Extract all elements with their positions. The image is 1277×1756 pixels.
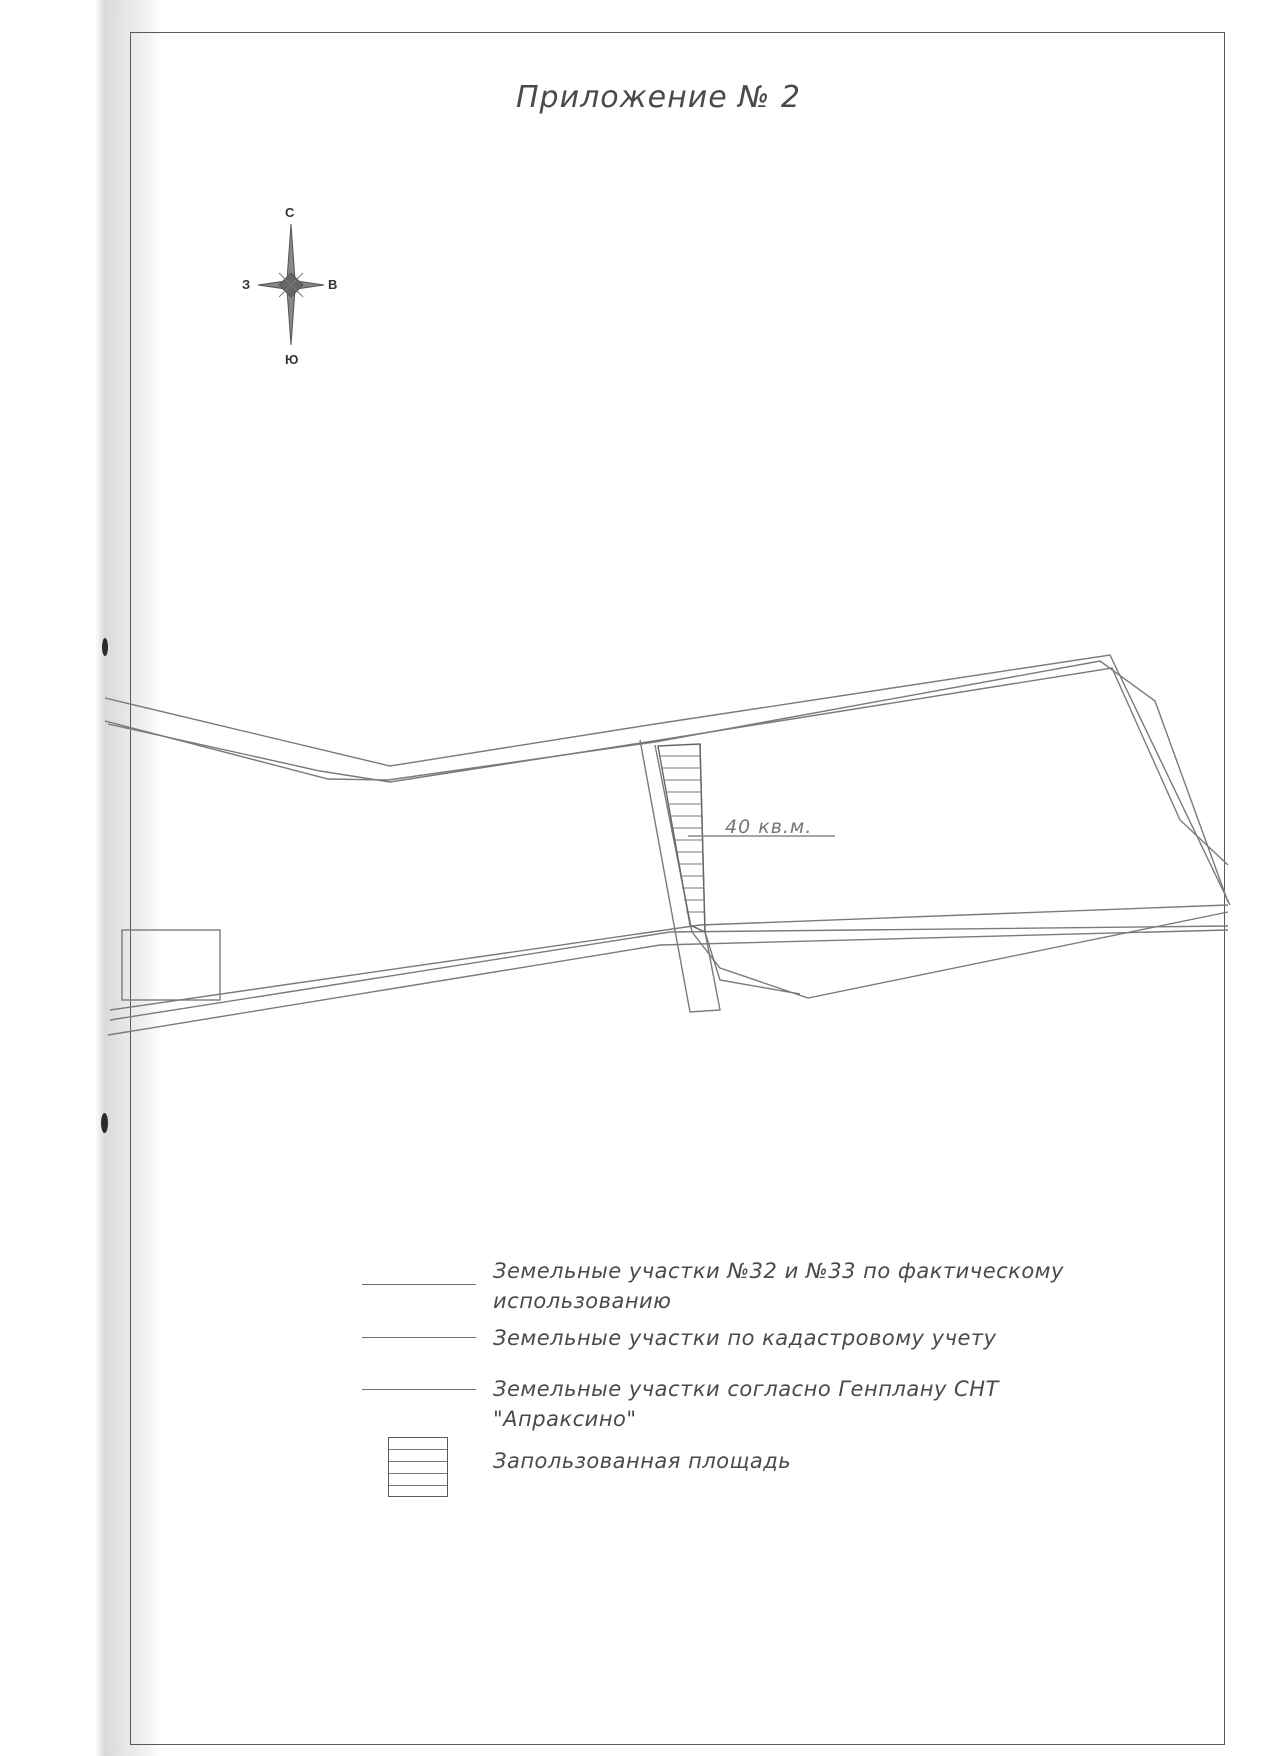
parcel-boundary-cadastral [110, 926, 1228, 1020]
building-outline [122, 930, 220, 1000]
compass-north-label: С [285, 205, 295, 220]
legend-text-line: Земельные участки №32 и №33 по фактическому [493, 1259, 1064, 1283]
legend-text-line: использованию [493, 1289, 672, 1313]
legend-text-actual-use [493, 1256, 1064, 1316]
legend-line-cadastral [362, 1337, 476, 1338]
encroached-area-label: 40 кв.м. [725, 816, 813, 838]
legend-text-cadastral [493, 1323, 997, 1353]
legend-text-line: Запользованная площадь [493, 1449, 792, 1473]
compass-needle-south [287, 290, 295, 345]
compass-needle-north [287, 224, 295, 280]
legend-text-general-plan [493, 1374, 999, 1434]
encroached-area [658, 744, 705, 932]
legend-text-line: "Апраксино" [493, 1407, 637, 1431]
legend-line-general-plan [362, 1389, 476, 1390]
page-title: Приложение № 2 [515, 80, 802, 115]
legend-text-line: Земельные участки согласно Генплану СНТ [493, 1377, 999, 1401]
legend-line-actual-use [362, 1284, 476, 1285]
compass-south-label: Ю [285, 352, 299, 367]
legend-hatch-swatch [388, 1437, 448, 1497]
compass-rose [258, 224, 324, 345]
parcel-boundary-actual-use [105, 661, 1228, 902]
compass-west-label: З [242, 277, 251, 292]
parcel-divider [655, 745, 1228, 998]
parcel-boundary-general-plan [108, 668, 1228, 865]
legend-text-line: Земельные участки по кадастровому учету [493, 1326, 997, 1350]
legend-text-encroached [493, 1446, 791, 1476]
compass-east-label: В [328, 277, 338, 292]
